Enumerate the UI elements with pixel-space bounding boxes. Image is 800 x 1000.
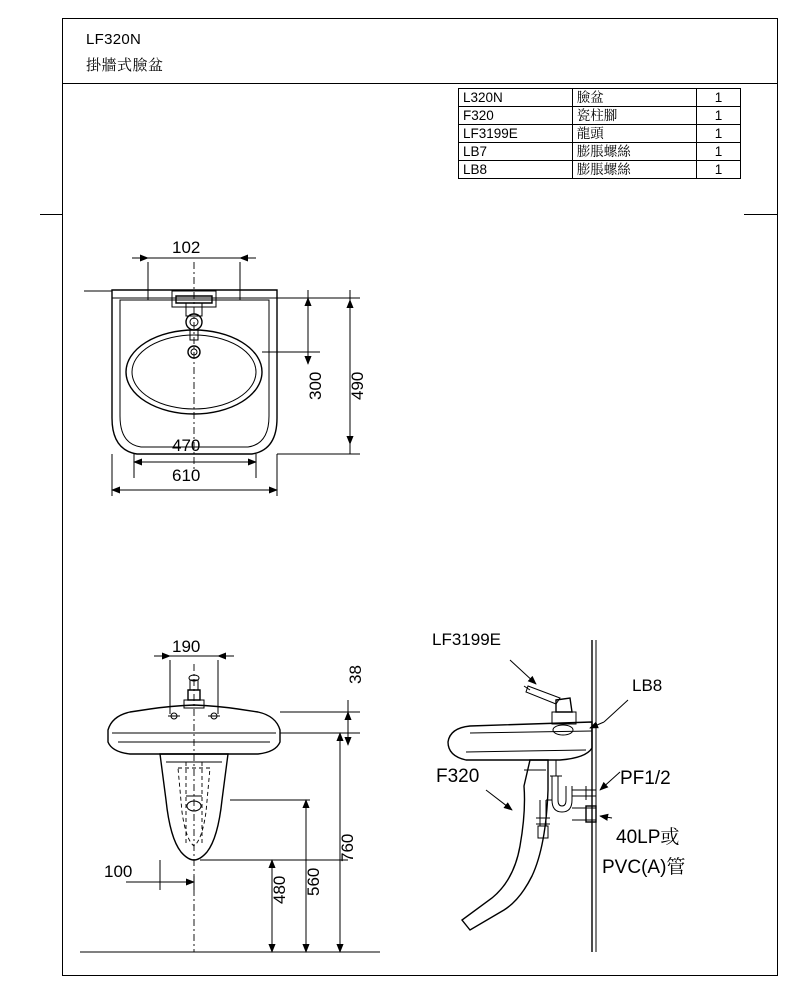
front-view — [80, 656, 380, 952]
part-qty: 1 — [696, 125, 740, 143]
part-name: 膨脹螺絲 — [572, 143, 696, 161]
part-qty: 1 — [696, 107, 740, 125]
part-qty: 1 — [696, 89, 740, 107]
part-code: LB8 — [459, 161, 573, 179]
dim-label-560: 560 — [304, 867, 323, 896]
part-code: F320 — [459, 107, 573, 125]
part-qty: 1 — [696, 143, 740, 161]
part-name: 瓷柱腳 — [572, 107, 696, 125]
dim-label-470: 470 — [172, 436, 201, 455]
tag-f320: F320 — [436, 766, 480, 787]
tag-pipe-line1: 40LP或 — [616, 827, 680, 848]
dim-label-190: 190 — [172, 637, 201, 656]
dim-label-300: 300 — [306, 371, 325, 400]
part-name: 臉盆 — [572, 89, 696, 107]
part-code: L320N — [459, 89, 573, 107]
title-name: 掛牆式臉盆 — [86, 57, 164, 74]
part-qty: 1 — [696, 161, 740, 179]
dim-label-610: 610 — [172, 466, 201, 485]
dim-label-102: 102 — [172, 238, 201, 257]
part-code: LB7 — [459, 143, 573, 161]
dim-label-480: 480 — [270, 875, 289, 904]
part-name: 膨脹螺絲 — [572, 161, 696, 179]
dim-label-38: 38 — [346, 665, 365, 684]
part-code: LF3199E — [459, 125, 573, 143]
title-code: LF320N — [86, 31, 142, 48]
part-name: 龍頭 — [572, 125, 696, 143]
tag-lb8: LB8 — [632, 676, 663, 695]
tag-lf3199e: LF3199E — [432, 630, 501, 649]
dim-label-490: 490 — [348, 371, 367, 400]
dim-label-100: 100 — [104, 862, 133, 881]
tag-pipe-line2: PVC(A)管 — [602, 857, 686, 878]
tag-pf12: PF1/2 — [620, 768, 671, 789]
side-view — [448, 640, 628, 952]
dim-label-760: 760 — [338, 833, 357, 862]
